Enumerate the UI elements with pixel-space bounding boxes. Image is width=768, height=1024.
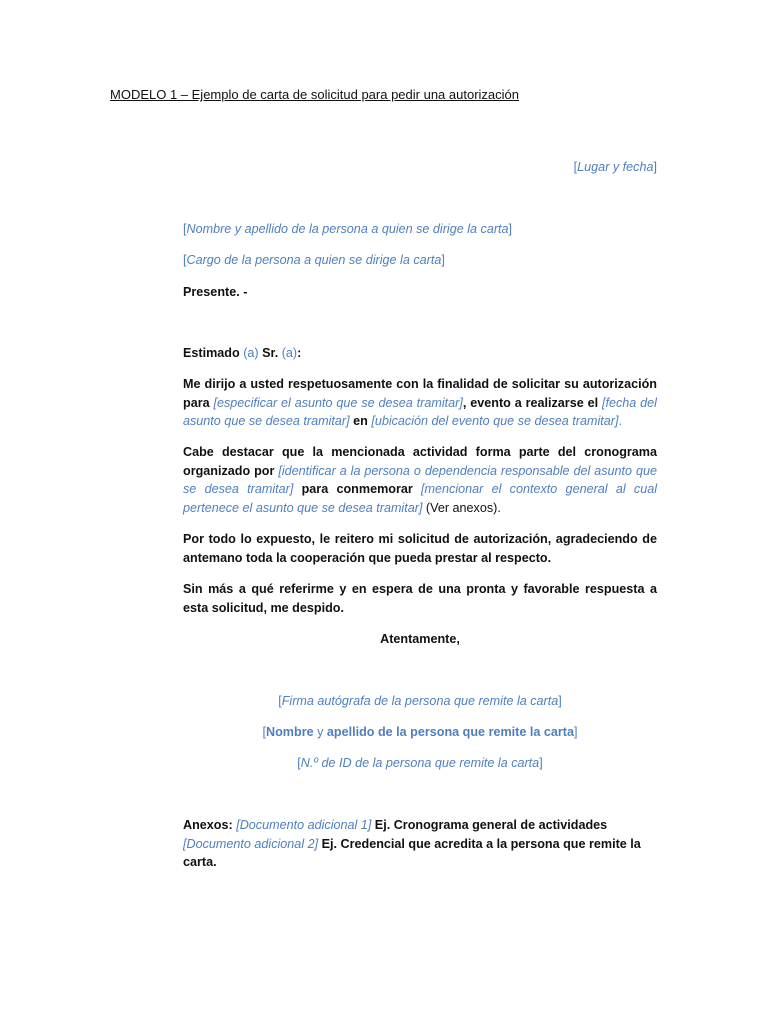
- closing: Atentamente,: [380, 632, 460, 646]
- placeholder-contexto: mencionar el contexto general al cual pertenece el asunto que se desea tramitar: [183, 482, 658, 515]
- recipient-position: [Cargo de la persona a quien se dirige la carta]: [183, 253, 445, 267]
- sender-id-text: N.º de ID de la persona que remite la carta: [300, 756, 540, 770]
- placeholder-responsable: identificar a la persona o dependencia responsable del asunto que se desea tramitar: [183, 463, 657, 496]
- annex-desc-2: Ej. Credencial que acredita a la persona que remite la carta.: [183, 836, 641, 869]
- annex-desc-1: Ej. Cronograma general de actividades: [371, 818, 608, 832]
- paragraph-1-text-c: en: [349, 414, 372, 428]
- sender-name-w2: apellido de la persona que remite la carta: [326, 725, 574, 739]
- salutation-a1: (a): [243, 346, 259, 360]
- paragraph-2: Cabe destacar que la mencionada actividad forma parte del cronograma organizado por [identificar a la persona o dependencia responsable del asunto que se desea tramitar] para conmemorar [mencionar el contexto general al cual pertenece el asunto que se desea tramitar] (Ver anexos).: [183, 445, 658, 515]
- salutation: [183, 344, 657, 363]
- sender-id: [N.º de ID de la persona que remite la carta]: [297, 756, 543, 770]
- salutation-sr: Sr.: [258, 346, 282, 360]
- placeholder-asunto: especificar el asunto que se desea tramitar: [216, 395, 460, 410]
- annexes: Anexos: [Documento adicional 1] Ej. Cronograma general de actividades [Documento adicional 2] Ej. Credencial que acredita a la persona que remite la carta.: [183, 818, 641, 869]
- paragraph-1-end: .: [618, 414, 622, 428]
- paragraph-2-text-b: para conmemorar: [293, 482, 422, 496]
- signature-line: [Firma autógrafa de la persona que remite la carta]: [278, 694, 562, 708]
- signature-text: Firma autógrafa de la persona que remite la carta: [281, 694, 559, 708]
- annex-doc-1: Documento adicional 1: [239, 818, 368, 832]
- paragraph-2-text-c: (Ver anexos).: [422, 500, 501, 515]
- paragraph-3: Por todo lo expuesto, le reitero mi solicitud de autorización, agradeciendo de antemano toda la cooperación que pueda prestar al respecto.: [183, 532, 657, 565]
- annex-doc-2: Documento adicional 2: [186, 836, 315, 851]
- placeholder-fecha: fecha del asunto que se desea tramitar: [183, 395, 657, 428]
- presente-line: Presente. -: [183, 285, 248, 299]
- annexes-label: Anexos:: [183, 818, 233, 832]
- recipient-name-text: Nombre y apellido de la persona a quien se dirige la carta: [186, 222, 509, 236]
- paragraph-1: Me dirijo a usted respetuosamente con la finalidad de solicitar su autorización para [especificar el asunto que se desea tramitar], evento a realizarse el [fecha del asunto que se desea tramitar] en [ubicación del evento que se desea tramitar].: [183, 377, 657, 428]
- recipient-name: [Nombre y apellido de la persona a quien se dirige la carta]: [183, 222, 513, 236]
- recipient-position-text: Cargo de la persona a quien se dirige la carta: [186, 253, 442, 267]
- salutation-colon: :: [297, 346, 302, 360]
- paragraph-1-text-a: Me dirijo a usted respetuosamente con la finalidad de solicitar su autorización para: [183, 377, 657, 410]
- sender-name-y: y: [313, 725, 327, 739]
- placeholder-ubicacion: ubicación del evento que se desea tramitar: [374, 414, 615, 428]
- sender-name: [Nombre y apellido de la persona que remite la carta]: [262, 725, 578, 739]
- place-date-placeholder: [Lugar y fecha]: [573, 160, 657, 174]
- document-title: MODELO 1 – Ejemplo de carta de solicitud para pedir una autorización: [110, 87, 519, 102]
- place-date-text: Lugar y fecha: [577, 160, 654, 174]
- sender-name-w1: Nombre: [266, 725, 314, 739]
- paragraph-1-text-b: , evento a realizarse el: [462, 395, 602, 410]
- paragraph-2-text-a: Cabe destacar que la mencionada actividad forma parte del cronograma organizado por: [183, 445, 657, 478]
- salutation-a2: (a): [281, 346, 298, 360]
- paragraph-4: Sin más a qué referirme y en espera de una pronta y favorable respuesta a esta solicitud, me despido.: [183, 582, 657, 615]
- salutation-word: Estimado: [183, 346, 244, 360]
